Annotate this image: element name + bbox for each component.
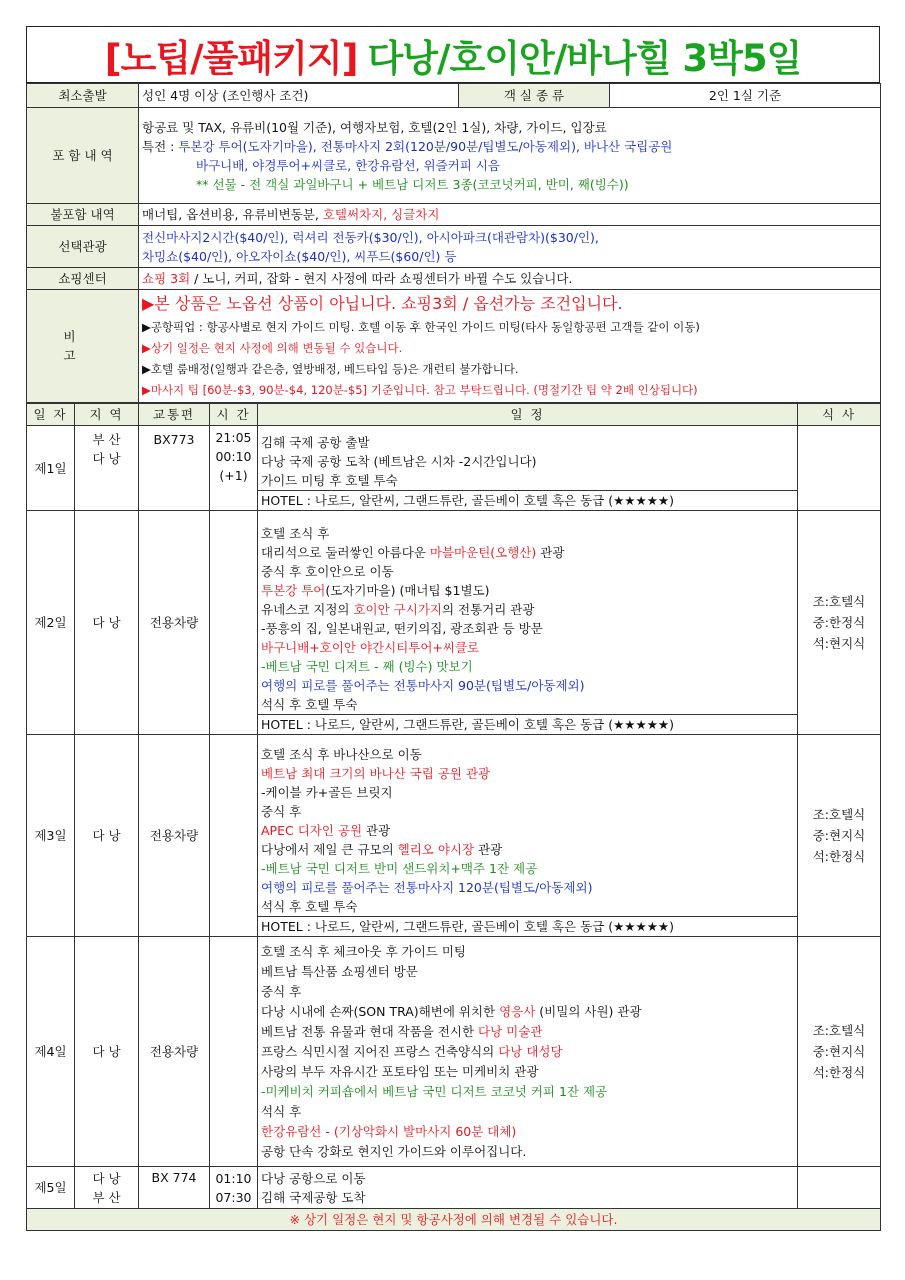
day-itinerary (258, 735, 798, 937)
day-meals (798, 426, 881, 511)
title-destination: 다낭/호이안/바나힐 3박5일 (367, 36, 802, 80)
itinerary-line (261, 1042, 794, 1062)
schedule-header-row (27, 404, 881, 426)
day-row (27, 1167, 881, 1209)
itinerary-line: 김해 국제공항 도착 (261, 1189, 366, 1205)
time-line: (+1) (219, 468, 248, 483)
itinerary-line: 석식 후 (261, 1103, 302, 1119)
text-part: 관광 (474, 842, 503, 857)
itinerary-line: 여행의 피로를 풀어주는 전통마사지 120분(팁별도/아동제외) (261, 880, 593, 895)
includes-special (142, 137, 877, 156)
meal-breakfast: 조:호텔식 (812, 1023, 866, 1038)
day-row (27, 937, 881, 1167)
text-part: (도자기마을) (매너팁 $1별도) (325, 583, 490, 598)
day-meals (798, 735, 881, 937)
itinerary-line: 베트남 최대 크기의 바나산 국립 공원 관광 (261, 766, 491, 781)
itinerary-line: 김해 국제 공항 출발 (261, 435, 370, 450)
day-meals (798, 511, 881, 735)
excludes-black: 매너팁, 옵션비용, 유류비변동분, (142, 207, 323, 222)
day-label: 제2일 (27, 511, 75, 735)
footer-row (27, 1209, 881, 1231)
meal-lunch: 중:현지식 (812, 828, 866, 843)
itinerary-line: 베트남 특산품 쇼핑센터 방문 (261, 963, 418, 979)
day-row (27, 511, 881, 735)
day-meals (798, 937, 881, 1167)
shopping-value (139, 268, 881, 290)
itinerary-line: 여행의 피로를 풀어주는 전통마사지 90분(팁별도/아동제외) (261, 678, 585, 693)
meal-dinner: 석:한정식 (812, 1065, 866, 1080)
meal-breakfast: 조:호텔식 (812, 807, 866, 822)
room-type-label: 객 실 종 류 (459, 84, 610, 108)
day-transport: BX 774 (139, 1167, 210, 1209)
header-transport: 교통편 (139, 404, 210, 426)
excludes-value (139, 204, 881, 226)
includes-gift: ** 선물 - 전 객실 과일바구니 + 베트남 디저트 3종(코코넛커피, 반미, 째(빙수)) (196, 176, 629, 192)
region-line: 다 낭 (92, 451, 121, 466)
itinerary-line: 호텔 조식 후 (261, 526, 330, 541)
day-transport: 전용차량 (139, 937, 210, 1167)
region-line: 부 산 (92, 1189, 121, 1205)
includes-special-line2: 바구니배, 야경투어+씨클로, 한강유람선, 위즐커피 시음 (196, 157, 500, 173)
text-part: 관광 (362, 823, 391, 838)
meal-breakfast: 조:호텔식 (812, 594, 866, 609)
day-label: 제5일 (27, 1167, 75, 1209)
day-label: 제1일 (27, 426, 75, 511)
note-item: ▶상기 일정은 현지 사정에 의해 변동될 수 있습니다. (142, 341, 403, 355)
room-type-value: 2인 1실 기준 (610, 84, 881, 108)
hotel-line: HOTEL : 나로드, 알란씨, 그랜드튜란, 골든베이 호텔 혹은 동급 (★★★★★) (258, 490, 797, 510)
optional-tours-line: 차밍쇼($40/인), 아오자이쇼($40/인), 씨푸드($60/인) 등 (142, 248, 457, 264)
excludes-red: 호텔써차지, 싱글차지 (322, 207, 440, 222)
day-meals (798, 1167, 881, 1209)
day-row (27, 735, 881, 937)
header-time: 시 간 (210, 404, 258, 426)
time-line: 00:10 (215, 449, 252, 464)
includes-cell (139, 108, 881, 204)
itinerary-line: 중식 후 (261, 983, 302, 999)
itinerary-line: 호텔 조식 후 체크아웃 후 가이드 미팅 (261, 943, 466, 959)
itinerary-line: 중식 후 (261, 804, 302, 819)
itinerary-line: -케이블 카+골든 브릿지 (261, 785, 393, 800)
hotel-line: HOTEL : 나로드, 알란씨, 그랜드튜란, 골든베이 호텔 혹은 동급 (★★★★★) (258, 714, 797, 734)
day-region (75, 1167, 139, 1209)
day-times (210, 426, 258, 511)
itinerary-line: 다낭 공항으로 이동 (261, 1170, 366, 1186)
highlight-place: 투본강 투어 (261, 583, 326, 598)
text-part: 프랑스 식민시절 지어진 프랑스 건축양식의 (261, 1043, 499, 1059)
highlight-place: APEC 디자인 공원 (261, 823, 363, 838)
text-part: 베트남 전통 유물과 현대 작품을 전시한 (261, 1023, 479, 1039)
text-part: 대리석으로 둘러쌓인 아름다운 (261, 545, 430, 560)
itinerary-line: 사랑의 부두 자유시간 포토타임 또는 미케비치 관광 (261, 1063, 539, 1079)
min-departure-value: 성인 4명 이상 (조인행사 조건) (139, 84, 459, 108)
day-itinerary (258, 1167, 798, 1209)
time-line: 01:10 (215, 1170, 252, 1186)
day-times (210, 937, 258, 1167)
itinerary-page (26, 26, 880, 1231)
day-region: 다 낭 (75, 511, 139, 735)
meal-dinner: 석:한정식 (812, 849, 866, 864)
header-meals: 식 사 (798, 404, 881, 426)
optional-tours-line: 전신마사지2시간($40/인), 럭셔리 전동카($30/인), 아시아파크(대관람차)($30/인), (142, 229, 599, 245)
note-item: ▶본 상품은 노옵션 상품이 아닙니다. 쇼핑3회 / 옵션가능 조건입니다. (142, 294, 623, 313)
itinerary-line: -미케비치 커피숍에서 베트남 국민 디저트 코코넛 커피 1잔 제공 (261, 1083, 608, 1099)
itinerary-line (261, 543, 794, 562)
text-part: 다낭 시내에 손짜(SON TRA)해변에 위치한 (261, 1003, 500, 1019)
day-times (210, 1167, 258, 1209)
itinerary-line: -베트남 국민 디저트 반미 샌드위치+맥주 1잔 제공 (261, 861, 538, 876)
itinerary-line: 가이드 미팅 후 호텔 투숙 (261, 473, 398, 488)
itinerary-line: -풍흥의 집, 일본내원교, 떤키의집, 광조회관 등 방문 (261, 621, 543, 636)
itinerary-line: 한강유람선 - (기상악화시 발마사지 60분 대체) (261, 1123, 517, 1139)
itinerary-line: 석식 후 호텔 투숙 (261, 697, 358, 712)
meal-lunch: 중:한정식 (812, 615, 866, 630)
time-line: 07:30 (215, 1189, 252, 1205)
highlight-place: 호이안 구시가지 (353, 602, 442, 617)
itinerary-line: 다낭 국제 공항 도착 (베트남은 시차 -2시간입니다) (261, 454, 537, 469)
includes-label: 포 함 내 역 (27, 108, 139, 204)
highlight-place: 영응사 (499, 1003, 536, 1019)
day-label: 제4일 (27, 937, 75, 1167)
itinerary-line: 호텔 조식 후 바나산으로 이동 (261, 747, 422, 762)
text-part: (비밀의 사원) 관광 (535, 1003, 642, 1019)
shopping-label: 쇼핑센터 (27, 268, 139, 290)
day-region: 다 낭 (75, 735, 139, 937)
day-region: 다 낭 (75, 937, 139, 1167)
includes-line: 항공료 및 TAX, 유류비(10월 기준), 여행자보험, 호텔(2인 1실), 차량, 가이드, 입장료 (142, 119, 607, 135)
day-times (210, 735, 258, 937)
shopping-count: 쇼핑 3회 (142, 271, 191, 286)
region-line: 부 산 (92, 432, 121, 447)
text-part: 관광 (536, 545, 565, 560)
highlight-place: 마블마운틴(오행산) (429, 545, 537, 560)
notes-label: 비 고 (27, 290, 139, 403)
optional-tours-label: 선택관광 (27, 226, 139, 268)
day-times (210, 511, 258, 735)
itinerary-line (261, 581, 794, 600)
includes-special-prefix: 특전 : (142, 138, 179, 154)
itinerary-line: 석식 후 호텔 투숙 (261, 899, 358, 914)
title-package-type: [노팁/풀패키지] (104, 36, 358, 80)
notes-cell (139, 290, 881, 403)
meal-lunch: 중:현지식 (812, 1044, 866, 1059)
day-itinerary (258, 426, 798, 511)
highlight-place: 다낭 대성당 (498, 1043, 563, 1059)
day-label: 제3일 (27, 735, 75, 937)
itinerary-line: 중식 후 호이안으로 이동 (261, 564, 394, 579)
day-transport: 전용차량 (139, 735, 210, 937)
header-region: 지 역 (75, 404, 139, 426)
schedule-table (26, 403, 881, 1231)
itinerary-line (261, 840, 794, 859)
shopping-detail: / 노니, 커피, 잡화 - 현지 사정에 따라 쇼핑센터가 바뀔 수도 있습니다. (190, 271, 573, 286)
note-item: ▶마사지 팁 [60분-$3, 90분-$4, 120분-$5] 기준입니다. 참고 부탁드립니다. (명절기간 팁 약 2배 인상됩니다) (142, 383, 698, 397)
itinerary-line (261, 1022, 794, 1042)
time-line: 21:05 (215, 430, 252, 445)
day-region (75, 426, 139, 511)
min-departure-label: 최소출발 (27, 84, 139, 108)
itinerary-line: 공항 단속 강화로 현지인 가이드와 이루어집니다. (261, 1143, 527, 1159)
itinerary-line (261, 600, 794, 619)
header-date: 일 자 (27, 404, 75, 426)
includes-special-line1: 투본강 투어(도자기마을), 전통마사지 2회(120분/90분/팁별도/아동제외), 바나산 국립공원 (178, 138, 673, 154)
itinerary-line (261, 821, 794, 840)
highlight-place: 다낭 미술관 (478, 1023, 543, 1039)
text-part: 유네스코 지정의 (261, 602, 354, 617)
page-title (26, 26, 880, 83)
itinerary-line: -베트남 국민 디저트 - 째 (빙수) 맛보기 (261, 659, 473, 674)
meal-dinner: 석:현지식 (812, 636, 866, 651)
region-line: 다 낭 (92, 1170, 121, 1186)
note-item: ▶공항픽업 : 항공사별로 현지 가이드 미팅. 호텔 이동 후 한국인 가이드 미팅(타사 동일항공편 고객들 같이 이동) (142, 320, 700, 334)
note-item: ▶호텔 룸배정(일행과 같은층, 옆방배정, 베드타입 등)은 개런티 불가합니다. (142, 362, 519, 376)
text-part: 다낭에서 제일 큰 규모의 (261, 842, 398, 857)
excludes-label: 불포함 내역 (27, 204, 139, 226)
summary-table (26, 83, 881, 403)
day-itinerary (258, 937, 798, 1167)
day-row (27, 426, 881, 511)
hotel-line: HOTEL : 나로드, 알란씨, 그랜드튜란, 골든베이 호텔 혹은 동급 (★★★★★) (258, 916, 797, 936)
footer-note: ※ 상기 일정은 현지 및 항공사정에 의해 변경될 수 있습니다. (27, 1209, 881, 1231)
optional-tours-cell (139, 226, 881, 268)
highlight-place: 헬리오 야시장 (397, 842, 475, 857)
itinerary-line: 바구니배+호이안 야간시티투어+씨클로 (261, 640, 480, 655)
header-itinerary: 일 정 (258, 404, 798, 426)
day-transport: BX773 (139, 426, 210, 511)
day-itinerary (258, 511, 798, 735)
day-transport: 전용차량 (139, 511, 210, 735)
text-part: 의 전통거리 관광 (441, 602, 535, 617)
itinerary-line (261, 1002, 794, 1022)
